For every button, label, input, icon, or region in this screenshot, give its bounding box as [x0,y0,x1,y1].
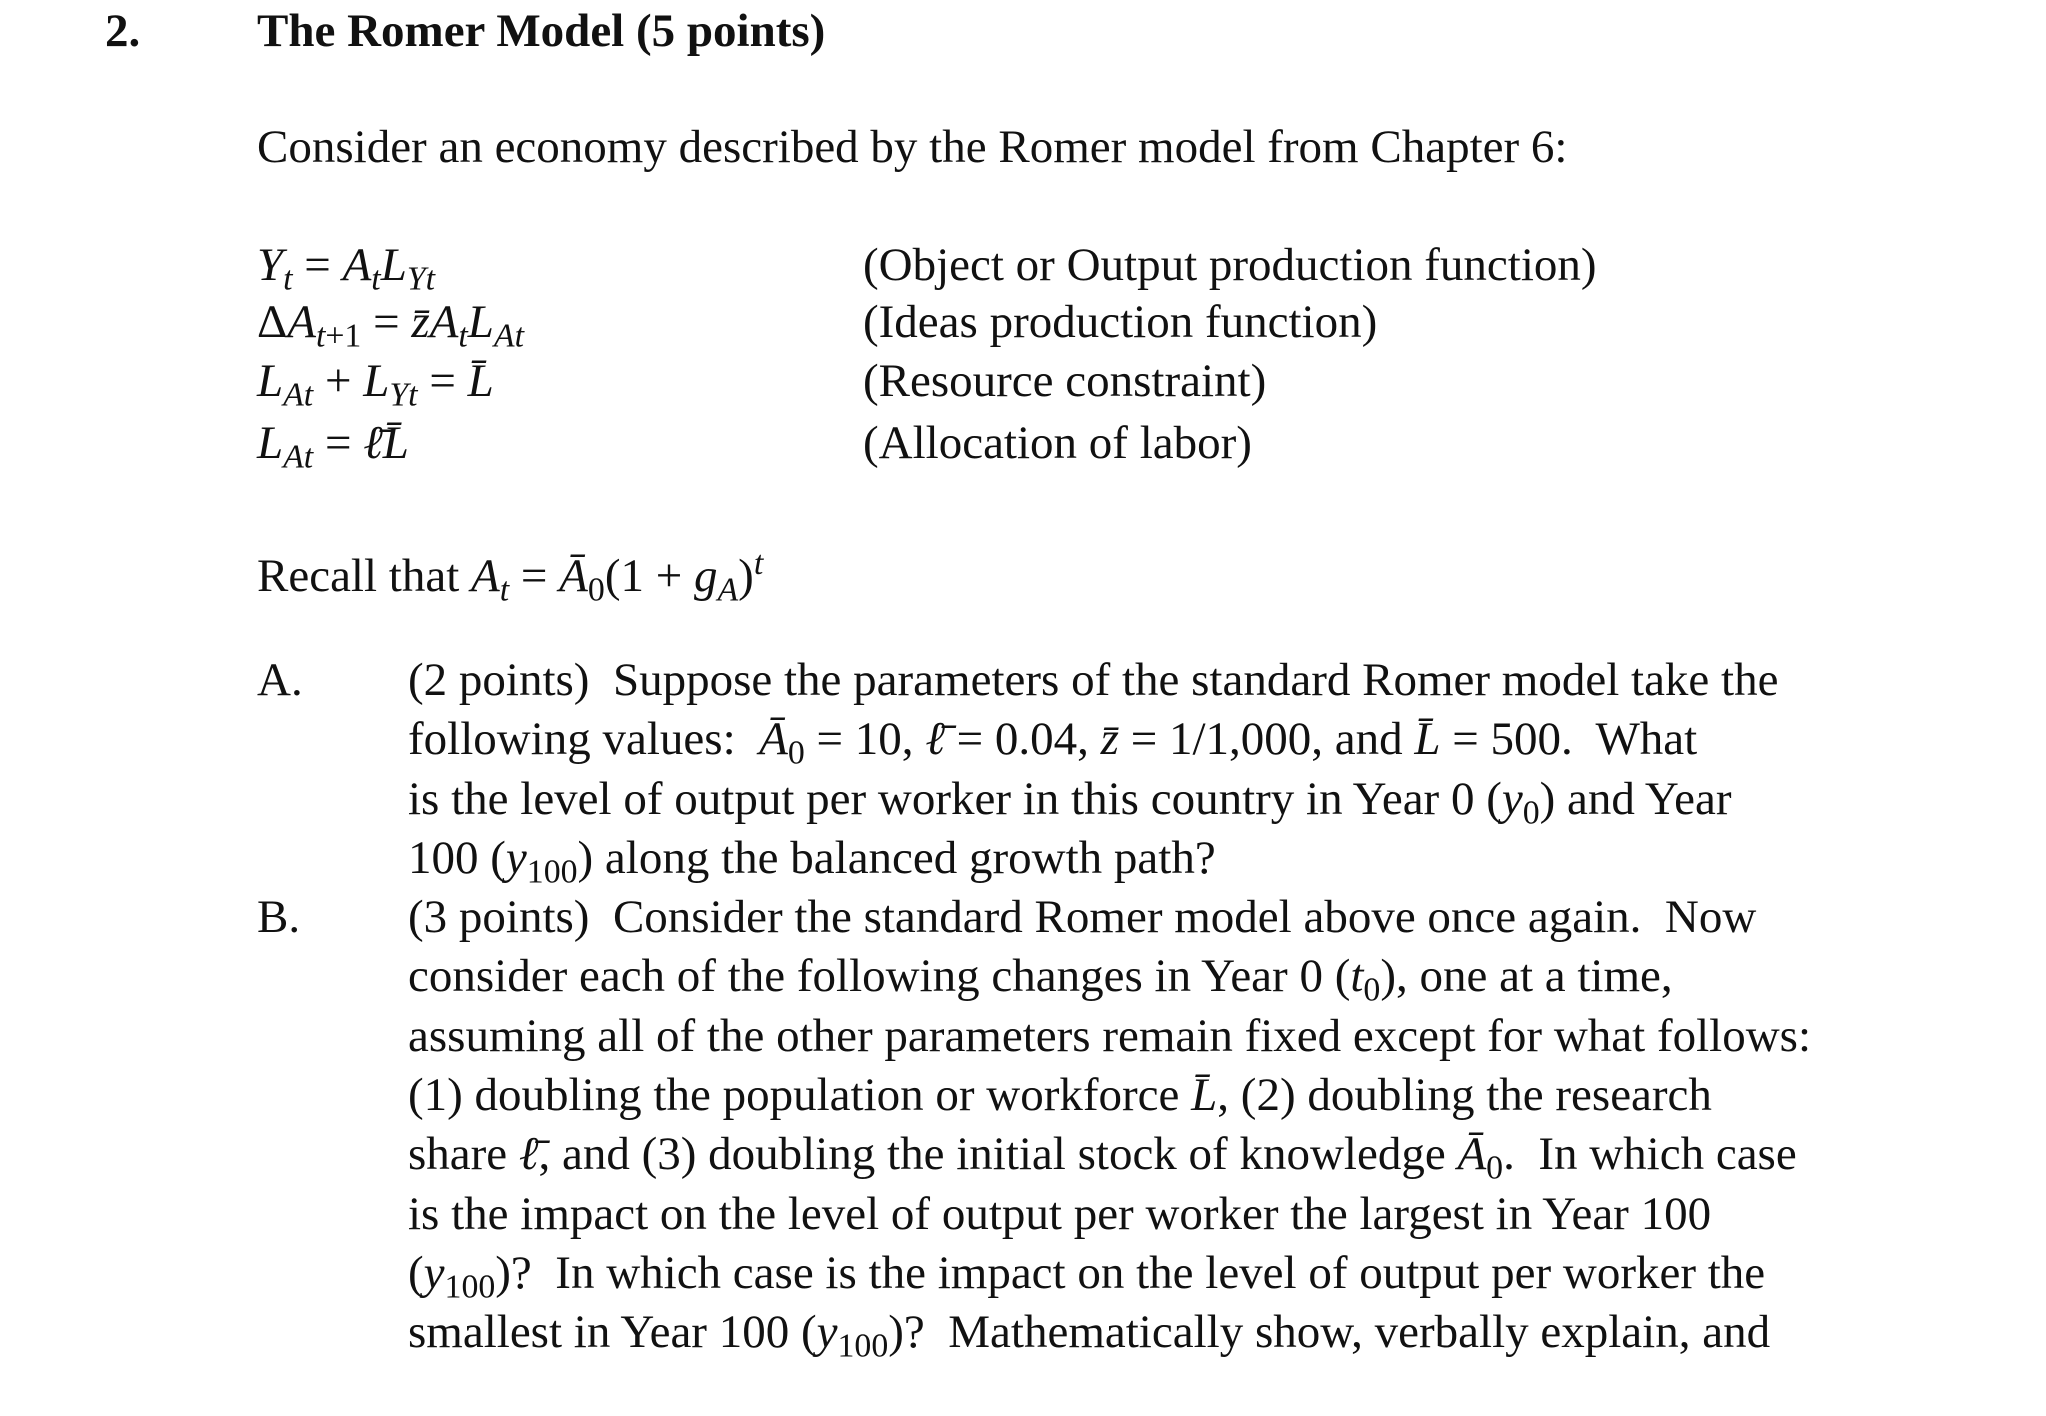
equation-formula [257,414,409,486]
subscript: t [371,260,381,298]
text-run: , and (3) doubling the initial stock of knowledge [538,1128,1458,1181]
subscript: 0 [1363,971,1381,1009]
text-run: ) [738,549,754,602]
text-run: assuming all of the other parameters remain fixed except for what follows: [408,1009,1812,1062]
subscript: 0 [1486,1149,1504,1187]
text-run: )? Mathematically show, verbally explain, and [888,1306,1771,1359]
subscript: At [283,438,314,476]
part-text-line [408,1066,1712,1125]
text-run: smallest in Year 100 ( [408,1306,817,1359]
subscript: 100 [837,1327,889,1365]
part-text-line [408,1185,1711,1244]
text-run: = [361,296,412,348]
math-symbol: z̄A [411,296,459,348]
text-run: = 10, [804,713,926,766]
subscript: 0 [1522,794,1540,832]
subscript: At [493,317,524,355]
math-symbol: ℓ̄ [518,1128,539,1181]
text-run: = [509,549,560,602]
equation-label: (Resource constraint) [863,355,1267,407]
subscript: t [458,317,468,355]
math-symbol: y [1501,772,1523,825]
text-run: = 0.04, [944,713,1101,766]
math-symbol: L̄ [1414,713,1441,766]
text-run: ), one at a time, [1380,950,1673,1003]
math-symbol: y [505,831,527,884]
math-symbol: L [257,355,284,407]
equation-label: (Allocation of labor) [863,417,1252,469]
text-run: (1 + [604,549,694,602]
text-run: = [313,417,364,469]
equation-label: (Ideas production function) [863,296,1378,348]
text-run: ) along the balanced growth path? [577,831,1216,884]
math-symbol: A [287,296,316,348]
math-symbol: L [257,417,284,469]
part-text-line [408,888,1756,947]
math-symbol: L̄ [1191,1068,1218,1121]
text-run: ) and Year [1539,772,1732,825]
math-symbol: z̄ [1100,713,1119,766]
subscript: 0 [587,571,605,609]
text-run: (1) doubling the population or workforce [408,1068,1192,1121]
recall-formula [257,534,763,619]
text-run: , (2) doubling the research [1217,1068,1712,1121]
subscript: t [499,571,510,609]
subscript: t [283,260,293,298]
subscript: At [283,376,314,414]
text-run: = [292,239,343,291]
text-run: = 500. What [1440,713,1698,766]
math-symbol: Y [257,239,284,291]
math-symbol: t [1350,950,1364,1003]
math-symbol: ℓ̄ [925,713,945,766]
text-run: . In which case [1503,1128,1797,1181]
math-symbol: A [342,239,372,291]
text-run: share [408,1128,519,1181]
math-symbol: y [816,1306,838,1359]
math-symbol: g [693,549,718,602]
subscript: +1 [325,317,362,355]
subscript: t [315,317,326,355]
text-run: consider each of the following changes in Year 0 ( [408,950,1351,1003]
subscript: 100 [444,1268,496,1306]
math-symbol: L [363,355,390,407]
text-run: )? In which case is the impact on the level of output per worker the [495,1246,1766,1299]
math-symbol: L̄ [467,355,494,407]
math-symbol: Ā [759,713,788,766]
part-label: B. [257,891,301,943]
intro-text: Consider an economy described by the Romer model from Chapter 6: [257,121,1568,173]
text-run: Δ [257,296,288,348]
text-run: (2 points) Suppose the parameters of the standard Romer model take the [408,654,1779,706]
superscript: t [753,545,764,582]
math-symbol: ℓ̄L̄ [363,417,409,469]
text-run: (3 points) Consider the standard Romer model above once again. Now [408,891,1757,943]
math-symbol: Ā [559,549,588,602]
part-text-line [408,651,1778,710]
subscript: A [717,571,739,609]
text-run: Recall that [257,549,472,602]
text-run: 100 ( [408,831,506,884]
math-symbol: y [423,1246,445,1299]
subscript: Yt [406,260,436,298]
math-symbol: L [380,239,407,291]
math-symbol: L [467,296,494,348]
question-number: 2. [105,5,141,57]
part-label: A. [257,654,303,706]
subscript: 100 [526,853,578,891]
equation-label: (Object or Output production function) [863,239,1597,291]
text-run: is the level of output per worker in this country in Year 0 ( [408,772,1502,825]
math-symbol: A [471,549,500,602]
text-run: ( [408,1246,424,1299]
part-text-line [408,1007,1811,1066]
subscript: 0 [787,734,805,772]
question-title: The Romer Model (5 points) [257,5,826,57]
text-run: = 1/1,000, and [1118,713,1415,766]
part-text-line [408,1303,1770,1375]
text-run: = [417,355,468,407]
text-run: + [313,355,364,407]
text-run: following values: [408,713,760,766]
subscript: Yt [389,376,418,414]
text-run: is the impact on the level of output per worker the largest in Year 100 [408,1187,1712,1240]
math-symbol: Ā [1457,1128,1487,1181]
